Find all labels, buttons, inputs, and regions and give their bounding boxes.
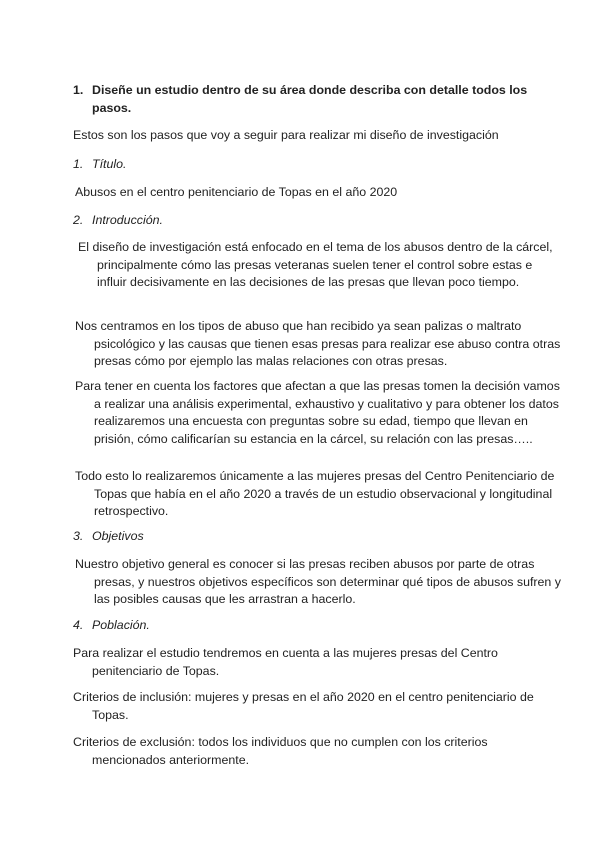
section-heading-titulo: 1. Título. bbox=[73, 157, 127, 171]
intro-paragraph-1: El diseño de investigación está enfocado en el tema de los abusos dentro de la cárcel, principalmente cómo las presas veteranas suelen tener el control sobre estas e influir decisivamente en las decisiones de las presas que llevan poco tiempo. bbox=[78, 240, 553, 290]
section-heading-poblacion: 4. Población. bbox=[73, 618, 150, 632]
intro-paragraph-2: Nos centramos en los tipos de abuso que han recibido ya sean palizas o maltrato psicológico y las causas que tienen esas presas para realizar ese abuso contra otras presas cómo por ejemplo las malas relaciones con otras presas. bbox=[75, 319, 561, 369]
intro-line: Estos son los pasos que voy a seguir para realizar mi diseño de investigación bbox=[73, 128, 499, 142]
objectives-paragraph: Nuestro objetivo general es conocer si las presas reciben abusos por parte de otras presas, y nuestros objetivos específicos son determinar qué tipos de abusos sufren y las posibles causas que les arrastran a hacerlo. bbox=[75, 557, 561, 607]
population-paragraph-1: Para realizar el estudio tendremos en cuenta a las mujeres presas del Centro penitenciario de Topas. bbox=[73, 646, 498, 678]
inclusion-criteria: Criterios de inclusión: mujeres y presas en el año 2020 en el centro penitenciario de Topas. bbox=[73, 690, 534, 722]
intro-paragraph-4: Todo esto lo realizaremos únicamente a las mujeres presas del Centro Penitenciario de Topas que había en el año 2020 a través de un estudio observacional y longitudinal retrospectivo. bbox=[75, 469, 555, 519]
title-text: Abusos en el centro penitenciario de Topas en el año 2020 bbox=[75, 185, 398, 199]
exclusion-criteria: Criterios de exclusión: todos los individuos que no cumplen con los criterios mencionados anteriormente. bbox=[73, 735, 488, 767]
section-heading-objetivos: 3. Objetivos bbox=[73, 529, 144, 543]
main-heading bbox=[73, 82, 562, 117]
intro-paragraph-3: Para tener en cuenta los factores que afectan a que las presas tomen la decisión vamos a realizar una análisis experimental, exhaustivo y cualitativo y para obtener los datos realizaremos una encuesta con preguntas sobre su edad, tiempo que llevan en prisión, cómo calificarían su estancia en la cárcel, su relación con las presas….. bbox=[75, 379, 560, 446]
heading-number: 1. bbox=[73, 83, 84, 97]
heading-text: Diseñe un estudio dentro de su área donde describa con detalle todos los pasos. bbox=[92, 83, 528, 115]
section-heading-introduccion: 2. Introducción. bbox=[73, 213, 163, 227]
